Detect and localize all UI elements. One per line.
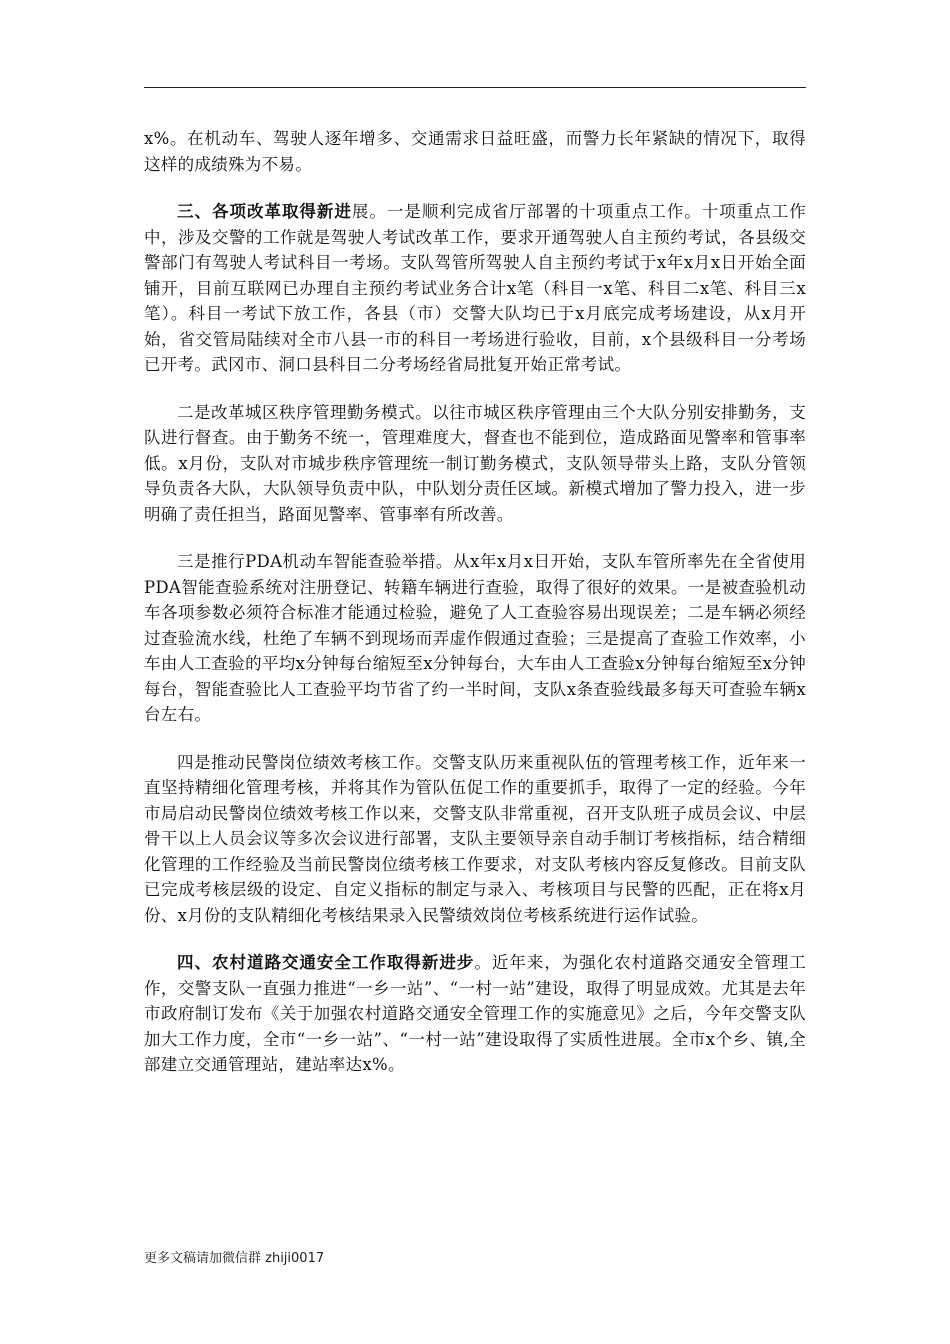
header-rule: [144, 87, 806, 88]
paragraph-section-three: [144, 199, 806, 378]
paragraph-continuation: [144, 126, 806, 177]
paragraph-text: 二是改革城区秩序管理勤务模式。以往市城区秩序管理由三个大队分别安排勤务，支队进行督查。由于勤务不统一，管理难度大，督查也不能到位，造成路面见警率和管事率低。x月份，支队对市城步秩序管理统一制订勤务模式，支队领导带头上路，支队分管领导负责各大队，大队领导负责中队，中队划分责任区域。新模式增加了警力投入，进一步明确了责任担当，路面见警率、管事率有所改善。: [144, 402, 806, 524]
paragraph-section-four: [144, 950, 806, 1078]
paragraph-text: 展。一是顺利完成省厅部署的十项重点工作。十项重点工作中，涉及交警的工作就是驾驶人考试改革工作，要求开通驾驶人自主预约考试，各县级交警部门有驾驶人考试科目一考场。支队驾管所驾驶人自主预约考试于x年x月x日开始全面铺开，目前互联网已办理自主预约考试业务合计x笔（科目一x笔、科目二x笔、科目三x笔）。科目一考试下放工作，各县（市）交警大队均已于x月底完成考场建设，从x月开始，省交管局陆续对全市八县一市的科目一考场进行验收，目前，x个县级科目一分考场已开考。武冈市、洞口县科目二分考场经省局批复开始正常考试。: [144, 202, 806, 374]
paragraph-city-order-reform: [144, 400, 806, 528]
paragraph-text: x%。在机动车、驾驶人逐年增多、交通需求日益旺盛，而警力长年紧缺的情况下，取得这样的成绩殊为不易。: [144, 129, 806, 174]
paragraph-performance-assessment: [144, 750, 806, 929]
paragraph-pda-inspection: [144, 549, 806, 728]
section-heading: 四、农村道路交通安全工作取得新进步: [177, 953, 475, 972]
footer-note: 更多文稿请加微信群 zhiji0017: [144, 1251, 325, 1266]
section-heading: 三、各项改革取得新进: [177, 202, 352, 221]
paragraph-text: 。近年来，为强化农村道路交通安全管理工作，交警支队一直强力推进“一乡一站”、“一村一站”建设，取得了明显成效。尤其是去年市政府制订发布《关于加强农村道路交通安全管理工作的实施意见》之后，今年交警支队加大工作力度，全市“一乡一站”、“一村一站”建设取得了实质性进展。全市x个乡、镇,全部建立交通管理站，建站率达x%。: [144, 953, 806, 1074]
paragraph-text: 三是推行PDA机动车智能查验举措。从x年x月x日开始，支队车管所率先在全省使用PDA智能查验系统对注册登记、转籍车辆进行查验，取得了很好的效果。一是被查验机动车各项参数必须符合标准才能通过检验，避免了人工查验容易出现误差；二是车辆必须经过查验流水线，杜绝了车辆不到现场而弄虚作假通过查验；三是提高了查验工作效率，小车由人工查验的平均x分钟每台缩短至x分钟每台，大车由人工查验x分钟每台缩短至x分钟每台，智能查验比人工查验平均节省了约一半时间，支队x条查验线最多每天可查验车辆x台左右。: [144, 552, 806, 724]
paragraph-text: 四是推动民警岗位绩效考核工作。交警支队历来重视队伍的管理考核工作，近年来一直坚持精细化管理考核，并将其作为管队伍促工作的重要抓手，取得了一定的经验。今年市局启动民警岗位绩效考核工作以来，交警支队非常重视，召开支队班子成员会议、中层骨干以上人员会议等多次会议进行部署，支队主要领导亲自动手制订考核指标，结合精细化管理的工作经验及当前民警岗位绩考核工作要求，对支队考核内容反复修改。目前支队已完成考核层级的设定、自定义指标的制定与录入、考核项目与民警的匹配，正在将x月份、x月份的支队精细化考核结果录入民警绩效岗位考核系统进行运作试验。: [144, 752, 806, 925]
document-body: [144, 126, 806, 1100]
